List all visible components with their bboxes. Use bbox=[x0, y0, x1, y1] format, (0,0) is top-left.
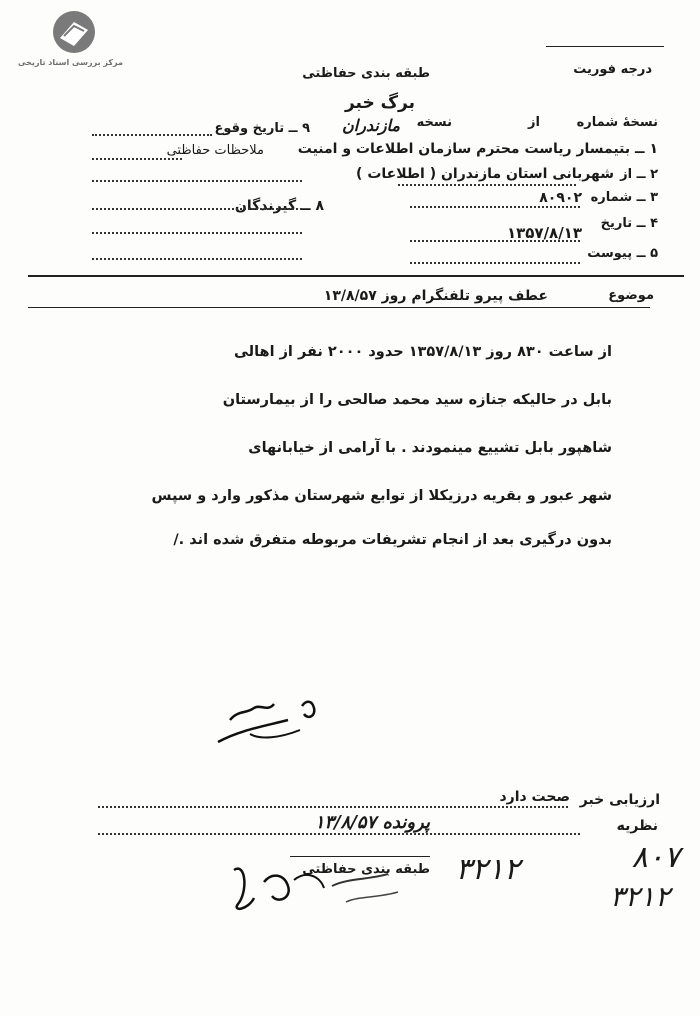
archive-logo bbox=[50, 8, 100, 56]
margin-note-center: ۳۲۱۲ bbox=[455, 852, 520, 887]
event-place-value: مازندران bbox=[342, 116, 400, 135]
event-date-label: ۹ ــ تاریخ وقوع bbox=[214, 121, 310, 136]
from-dots-right bbox=[398, 184, 576, 186]
body-line: بابل در حالیکه جنازه سید محمد صالحی را از بیمارستان bbox=[222, 392, 612, 408]
margin-note-right-top: ۸۰۷ bbox=[631, 840, 680, 875]
body-line: شاهپور بابل تشییع مینمودند . با آرامی از خیابانهای bbox=[248, 440, 612, 456]
archive-logo-icon bbox=[50, 8, 100, 56]
number-dots bbox=[410, 206, 580, 208]
body-line: بدون درگیری بعد از انجام تشریفات مربوطه متفرق شده اند ./ bbox=[173, 532, 612, 548]
from-label: ۲ ــ از bbox=[620, 167, 658, 182]
evaluation-dots bbox=[98, 806, 568, 808]
date-value: ۱۳۵۷/۸/۱۳ bbox=[506, 224, 582, 242]
initials-scribble bbox=[228, 852, 428, 922]
margin-note-right-bottom: ۳۲۱۲ bbox=[609, 880, 670, 913]
recipients-dots-2 bbox=[92, 232, 302, 234]
protection-notes-dots bbox=[92, 158, 182, 160]
classification-label-top: طبقه بندی حفاظتی bbox=[302, 66, 430, 81]
opinion-value: پرونده ۱۳/۸/۵۷ bbox=[314, 812, 430, 833]
opinion-label: نظریه bbox=[616, 818, 658, 834]
date-label: ۴ ــ تاریخ bbox=[600, 216, 658, 231]
from-dots-left bbox=[92, 180, 302, 182]
subject-underline bbox=[28, 307, 650, 308]
opinion-dots bbox=[98, 833, 580, 835]
recipients-dots-3 bbox=[92, 258, 302, 260]
body-line: از ساعت ۸۳۰ روز ۱۳۵۷/۸/۱۳ حدود ۲۰۰۰ نفر از اهالی bbox=[233, 344, 612, 360]
subject-divider bbox=[28, 275, 684, 277]
copy-number-label: نسخهٔ شماره bbox=[576, 115, 658, 130]
urgency-underline bbox=[546, 46, 664, 47]
signature bbox=[210, 690, 330, 750]
attachment-dots bbox=[410, 262, 580, 264]
to-label: ۱ ــ بتیمسار ریاست محترم سازمان اطلاعات و امنیت bbox=[297, 141, 658, 157]
subject-label: موضوع bbox=[608, 288, 654, 303]
evaluation-label: ارزیابی خبر bbox=[579, 792, 660, 808]
recipients-label: ۸ ــ گیرندگان bbox=[234, 198, 324, 214]
subject-value: عطف پیرو تلفنگرام روز ۱۳/۸/۵۷ bbox=[323, 288, 548, 304]
date-dots bbox=[410, 240, 580, 242]
archive-logo-caption: مرکز بررسی اسناد تاریخی bbox=[18, 58, 123, 67]
number-label: ۳ ــ شماره bbox=[590, 190, 658, 205]
number-value: ۸۰۹۰۲ bbox=[539, 190, 582, 206]
document-title: برگ خبر bbox=[344, 93, 415, 113]
recipients-dots-1 bbox=[92, 208, 302, 210]
from-value: شهربانی استان مازندران ( اطلاعات ) bbox=[356, 166, 614, 182]
urgency-label: درجه فوریت bbox=[573, 62, 652, 77]
body-line: شهر عبور و بقریه درزیکلا از توابع شهرستان مذکور وارد و سپس bbox=[151, 488, 612, 504]
event-date-dots bbox=[92, 134, 212, 136]
attachment-label: ۵ ــ پیوست bbox=[587, 246, 658, 261]
of-label: از bbox=[528, 115, 540, 130]
classification-label-bottom: طبقه بندی حفاظتی bbox=[302, 862, 430, 877]
evaluation-value: صحت دارد bbox=[499, 789, 570, 805]
copy-label: نسخه bbox=[416, 115, 452, 130]
protection-notes-label: ملاحظات حفاظتی bbox=[166, 143, 264, 158]
